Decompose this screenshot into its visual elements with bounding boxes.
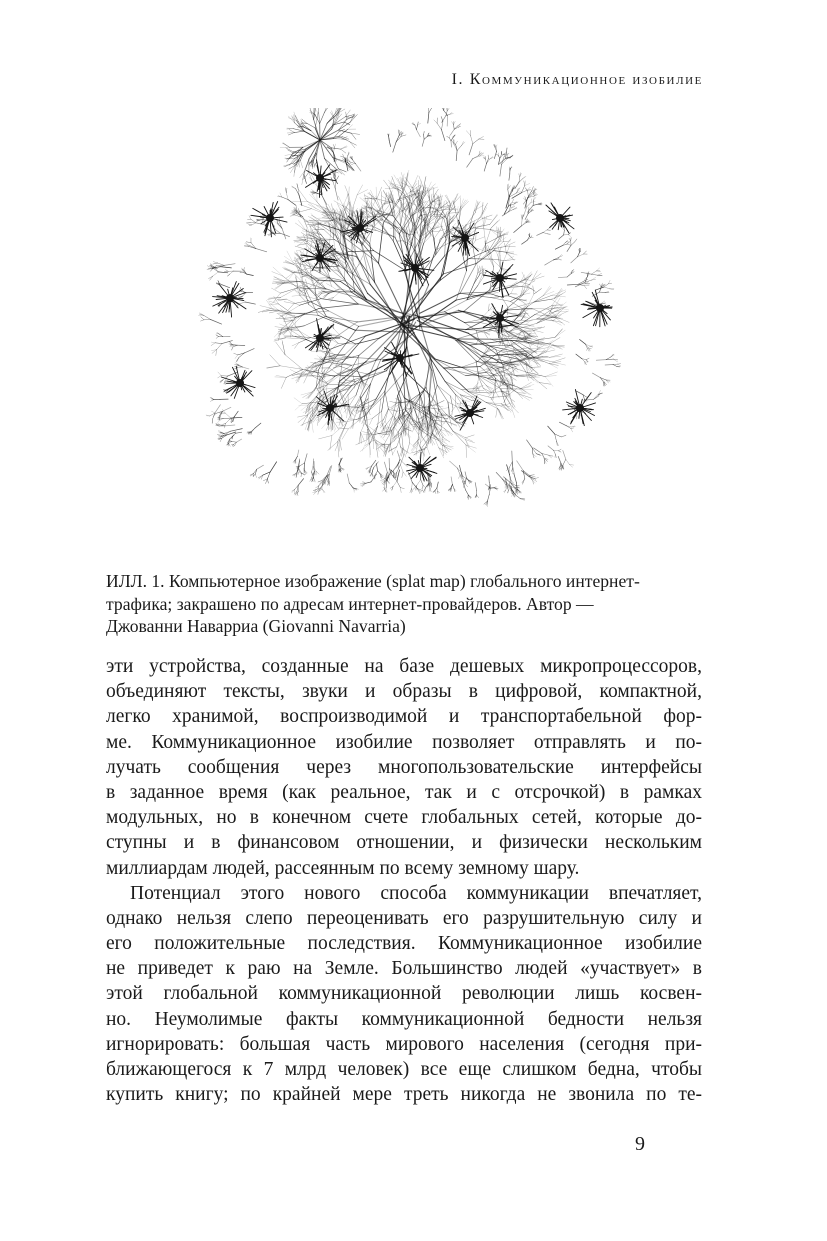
text-line: ме. Коммуникационное изобилие позволяет отправлять и по- xyxy=(106,731,702,753)
page-number: 9 xyxy=(635,1133,645,1155)
caption-line: Джованни Наварриа (Giovanni Navarria) xyxy=(106,616,406,636)
paragraph-2 xyxy=(106,881,702,1108)
figure-caption xyxy=(106,570,706,638)
text-line: однако нельзя слепо переоценивать его разрушительную силу и xyxy=(106,907,702,929)
text-line: не приведет к раю на Земле. Большинство людей «участвует» в xyxy=(106,958,702,980)
text-line: эти устройства, созданные на базе дешевых микропроцессоров, xyxy=(106,656,702,677)
text-line: ступны и в финансовом отношении, и физически нескольким xyxy=(106,832,702,854)
text-line: легко хранимой, воспроизводимой и транспортабельной фор- xyxy=(106,706,702,728)
text-line: ближающегося к 7 млрд человек) все еще слишком бедна, чтобы xyxy=(106,1059,702,1080)
body-text xyxy=(106,654,702,1107)
text-line: но. Неумолимые факты коммуникационной бедности нельзя xyxy=(106,1008,702,1030)
text-line: лучать сообщения через многопользовательские интерфейсы xyxy=(106,756,702,778)
text-line: Потенциал этого нового способа коммуникации впечатляет, xyxy=(130,882,702,904)
caption-line: трафика; закрашено по адресам интернет-провайдеров. Автор — xyxy=(106,593,594,614)
text-line: игнорировать: большая часть мирового населения (сегодня при- xyxy=(106,1033,702,1055)
text-line: этой глобальной коммуникационной революции лишь косвен- xyxy=(106,983,702,1005)
text-line: миллиардам людей, рассеянным по всему земному шару. xyxy=(106,857,580,879)
splat-map-network-icon xyxy=(170,108,650,533)
text-line: купить книгу; по крайней мере треть никогда не звонила по те- xyxy=(106,1084,702,1106)
caption-line: ИЛЛ. 1. Компьютерное изображение (splat map) глобального интернет- xyxy=(106,571,640,591)
splat-map-figure xyxy=(170,108,650,533)
paragraph-1 xyxy=(106,654,702,881)
text-line: объединяют тексты, звуки и образы в цифровой, компактной, xyxy=(106,681,702,703)
text-line: в заданное время (как реальное, так и с отсрочкой) в рамках xyxy=(106,781,702,803)
text-line: модульных, но в конечном счете глобальных сетей, которые до- xyxy=(106,807,702,829)
running-head: I. Коммуникационное изобилие xyxy=(451,71,703,88)
text-line: его положительные последствия. Коммуникационное изобилие xyxy=(106,933,702,955)
